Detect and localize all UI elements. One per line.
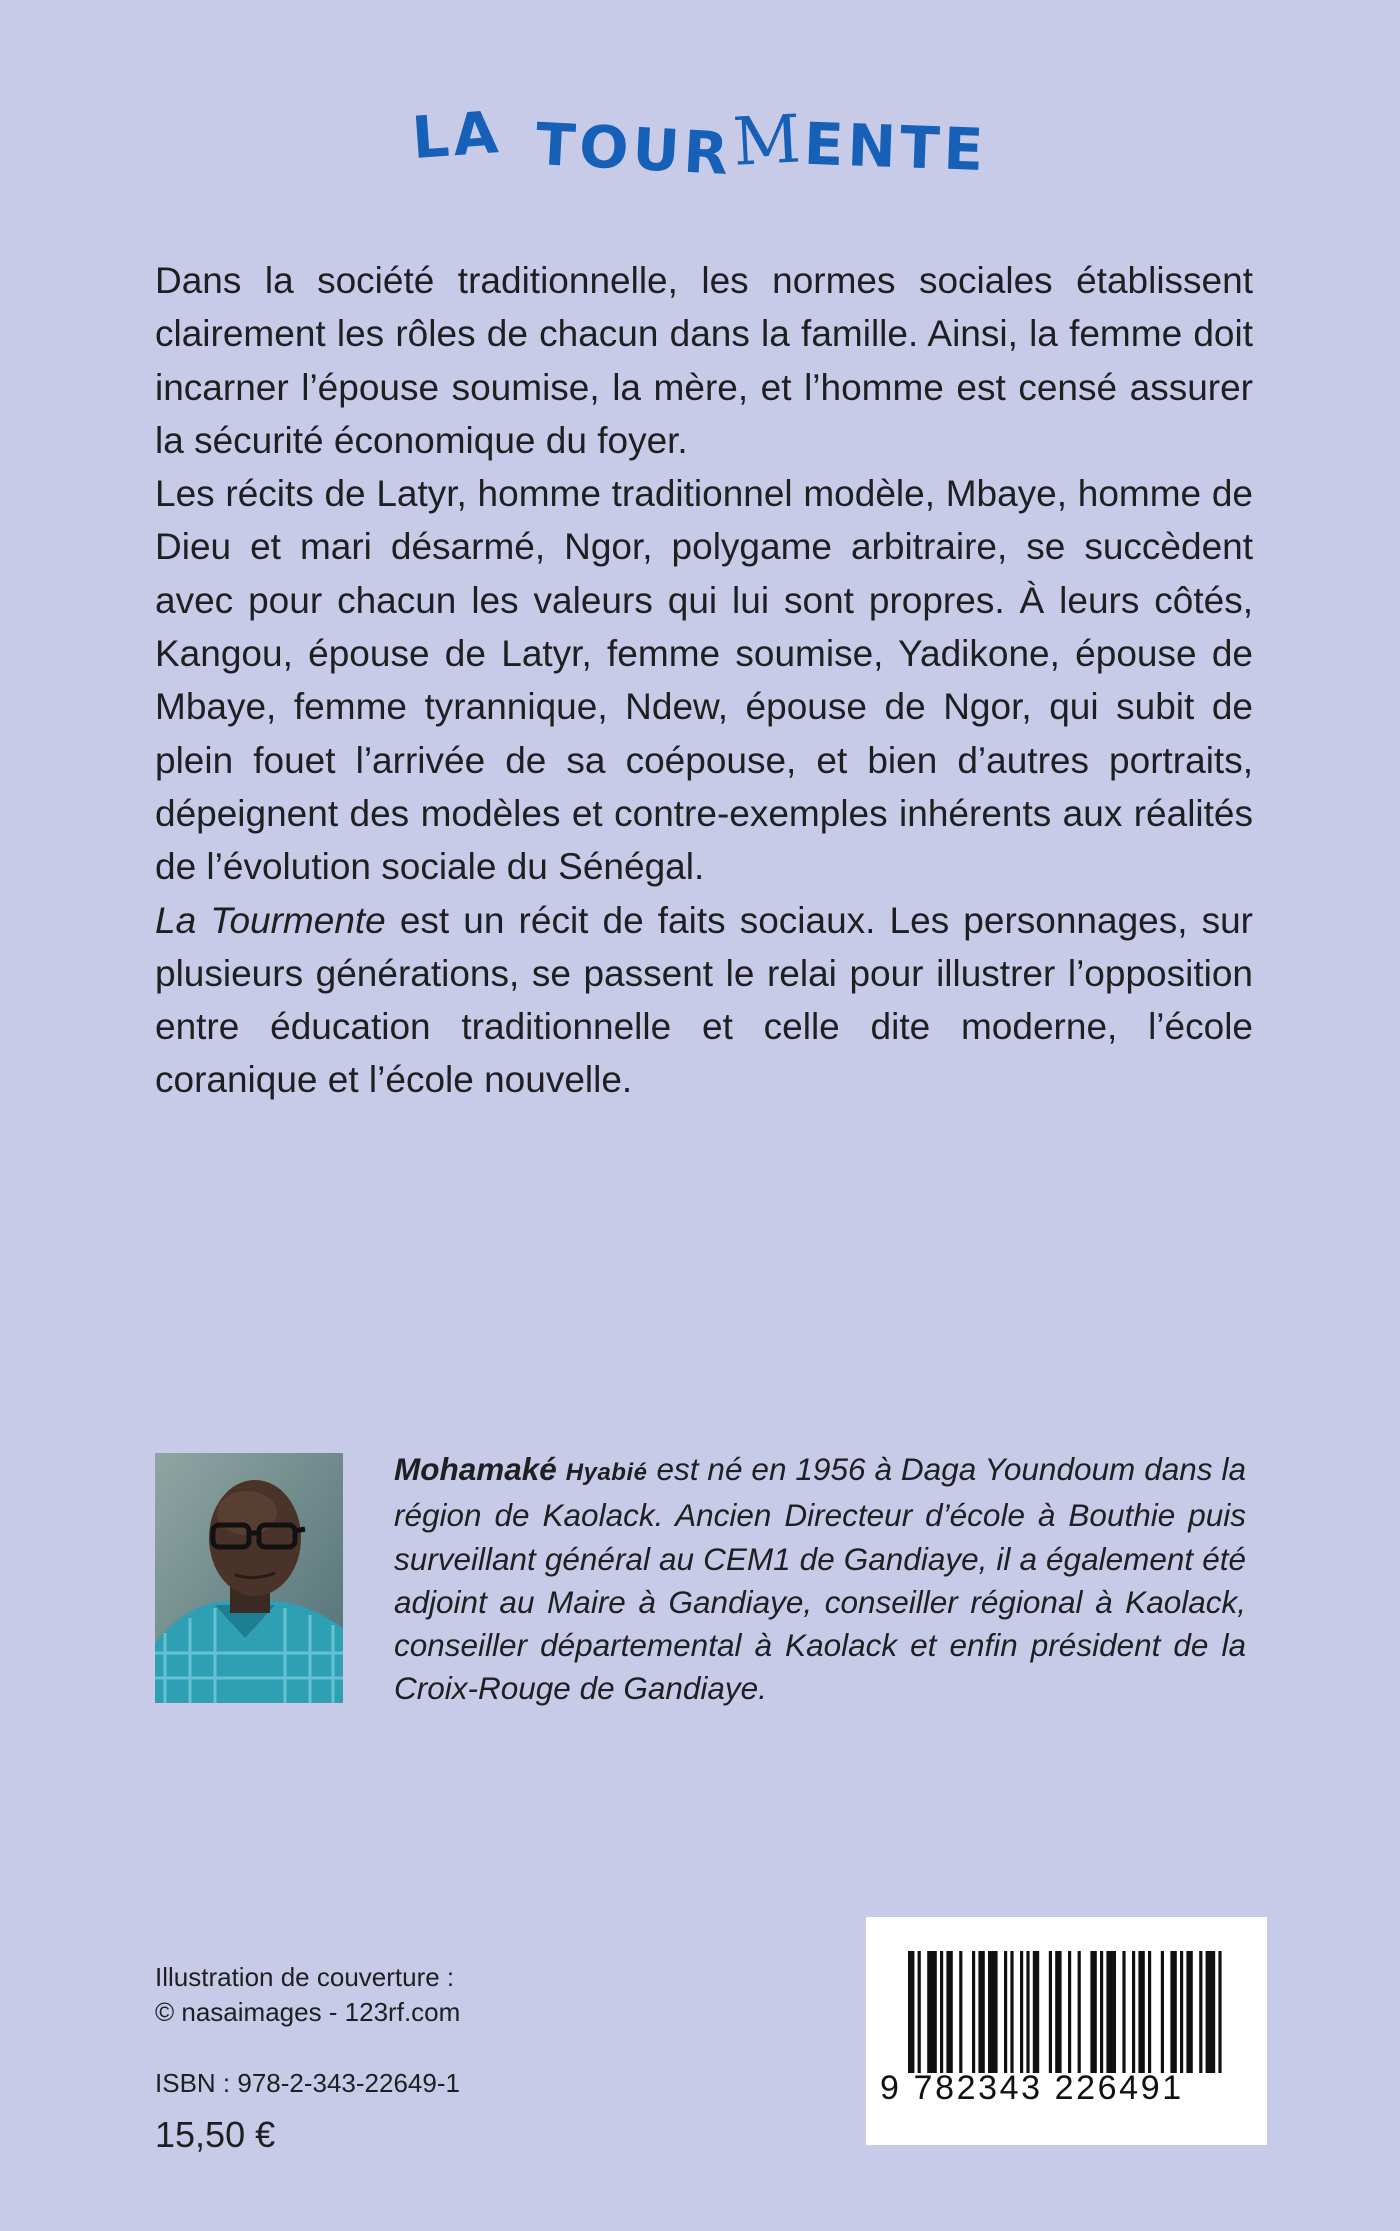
- price: 15,50 €: [155, 2114, 276, 2155]
- barcode-bar: [908, 1951, 914, 2073]
- author-photo: [155, 1453, 343, 1703]
- barcode-bar: [1049, 1951, 1052, 2073]
- barcode-number: 9 782343 226491: [880, 2069, 1184, 2107]
- barcode-bar: [1100, 1951, 1103, 2073]
- barcode-bar: [1122, 1951, 1125, 2073]
- barcode-bar: [1033, 1951, 1039, 2073]
- barcode-bar: [978, 1951, 984, 2073]
- back-cover-blurb: [155, 254, 1253, 1107]
- book-title: [0, 97, 1400, 189]
- barcode-bar: [918, 1951, 921, 2073]
- book-title-italic: La Tourmente: [155, 899, 386, 941]
- blurb-paragraph-2: Les récits de Latyr, homme traditionnel modèle, Mbaye, homme de Dieu et mari désarmé, Ngor, polygame arbitraire, se succèdent avec pour chacun les valeurs qui lui sont propres. À leurs côtés, Kangou, épouse de Latyr, femme soumise, Yadikone, épouse de Mbaye, femme tyrannique, Ndew, épouse de Ngor, qui subit de plein fouet l’arrivée de sa coépouse, et bien d’autres portraits, dépeignent des modèles et contre-exemples inhérents aux réalités de l’évolution sociale du Sénégal.: [155, 473, 1253, 888]
- barcode-bar: [1078, 1951, 1081, 2073]
- barcode-bar: [972, 1951, 975, 2073]
- barcode-bar: [1004, 1951, 1007, 2073]
- cover-credits: [155, 1960, 460, 2030]
- barcode-bar: [927, 1951, 937, 2073]
- title-word-tour: TOUR: [534, 109, 735, 189]
- barcode-bar: [1186, 1951, 1192, 2073]
- barcode-bar: [1206, 1951, 1216, 2073]
- barcode-bar: [1055, 1951, 1061, 2073]
- blurb-paragraph-1: Dans la société traditionnelle, les normes sociales établissent clairement les rôles de chacun dans la famille. Ainsi, la femme doit incarner l’épouse soumise, la mère, et l’homme est censé assurer la sécurité économique du foyer.: [155, 260, 1253, 461]
- barcode-bar: [940, 1951, 943, 2073]
- barcode-bar: [988, 1951, 998, 2073]
- barcode-bar: [959, 1951, 962, 2073]
- barcode-bar: [1090, 1951, 1096, 2073]
- barcode-bar: [1199, 1951, 1202, 2073]
- barcode-bar: [1218, 1951, 1221, 2073]
- title-word-ente: ENTE: [803, 109, 989, 185]
- title-letter-m: M: [730, 100, 807, 181]
- credits-line-1: Illustration de couverture :: [155, 1962, 455, 1992]
- barcode: [866, 1917, 1267, 2145]
- barcode-bar: [1026, 1951, 1029, 2073]
- title-word-la: LA: [410, 97, 505, 173]
- blurb-paragraph-3: [155, 894, 1253, 1107]
- barcode-bar: [1180, 1951, 1183, 2073]
- author-last-name: Hyabié: [565, 1459, 648, 1486]
- barcode-bar: [1106, 1951, 1116, 2073]
- author-bio-text: est né en 1956 à Daga Youndoum dans la région de Kaolack. Ancien Directeur d’école à Bouthie puis surveillant général au CEM1 de Gandiaye, il a également été adjoint au Maire à Gandiaye, conseiller régional à Kaolack, conseiller départemental à Kaolack et enfin président de la Croix-Rouge de Gandiaye.: [394, 1451, 1246, 1707]
- credits-line-2: © nasaimages - 123rf.com: [155, 1997, 461, 2027]
- author-name: Mohamaké Hyabié: [394, 1451, 648, 1487]
- barcode-bar: [1148, 1951, 1151, 2073]
- author-bio: [394, 1448, 1246, 1711]
- barcode-bar: [946, 1951, 952, 2073]
- barcode-bar: [1068, 1951, 1071, 2073]
- barcode-bar: [1010, 1951, 1013, 2073]
- barcode-bar: [1170, 1951, 1176, 2073]
- barcode-bar: [1020, 1951, 1023, 2073]
- barcode-bars: [908, 1951, 1226, 2073]
- blurb-paragraph-3-text: est un récit de faits sociaux. Les personnages, sur plusieurs générations, se passent le relai pour illustrer l’opposition entre éducation traditionnelle et celle dite moderne, l’école coranique et l’école nouvelle.: [155, 899, 1254, 1101]
- barcode-bar: [1138, 1951, 1144, 2073]
- isbn: ISBN : 978-2-343-22649-1: [155, 2068, 460, 2098]
- barcode-bar: [1161, 1951, 1164, 2073]
- barcode-bar: [1132, 1951, 1135, 2073]
